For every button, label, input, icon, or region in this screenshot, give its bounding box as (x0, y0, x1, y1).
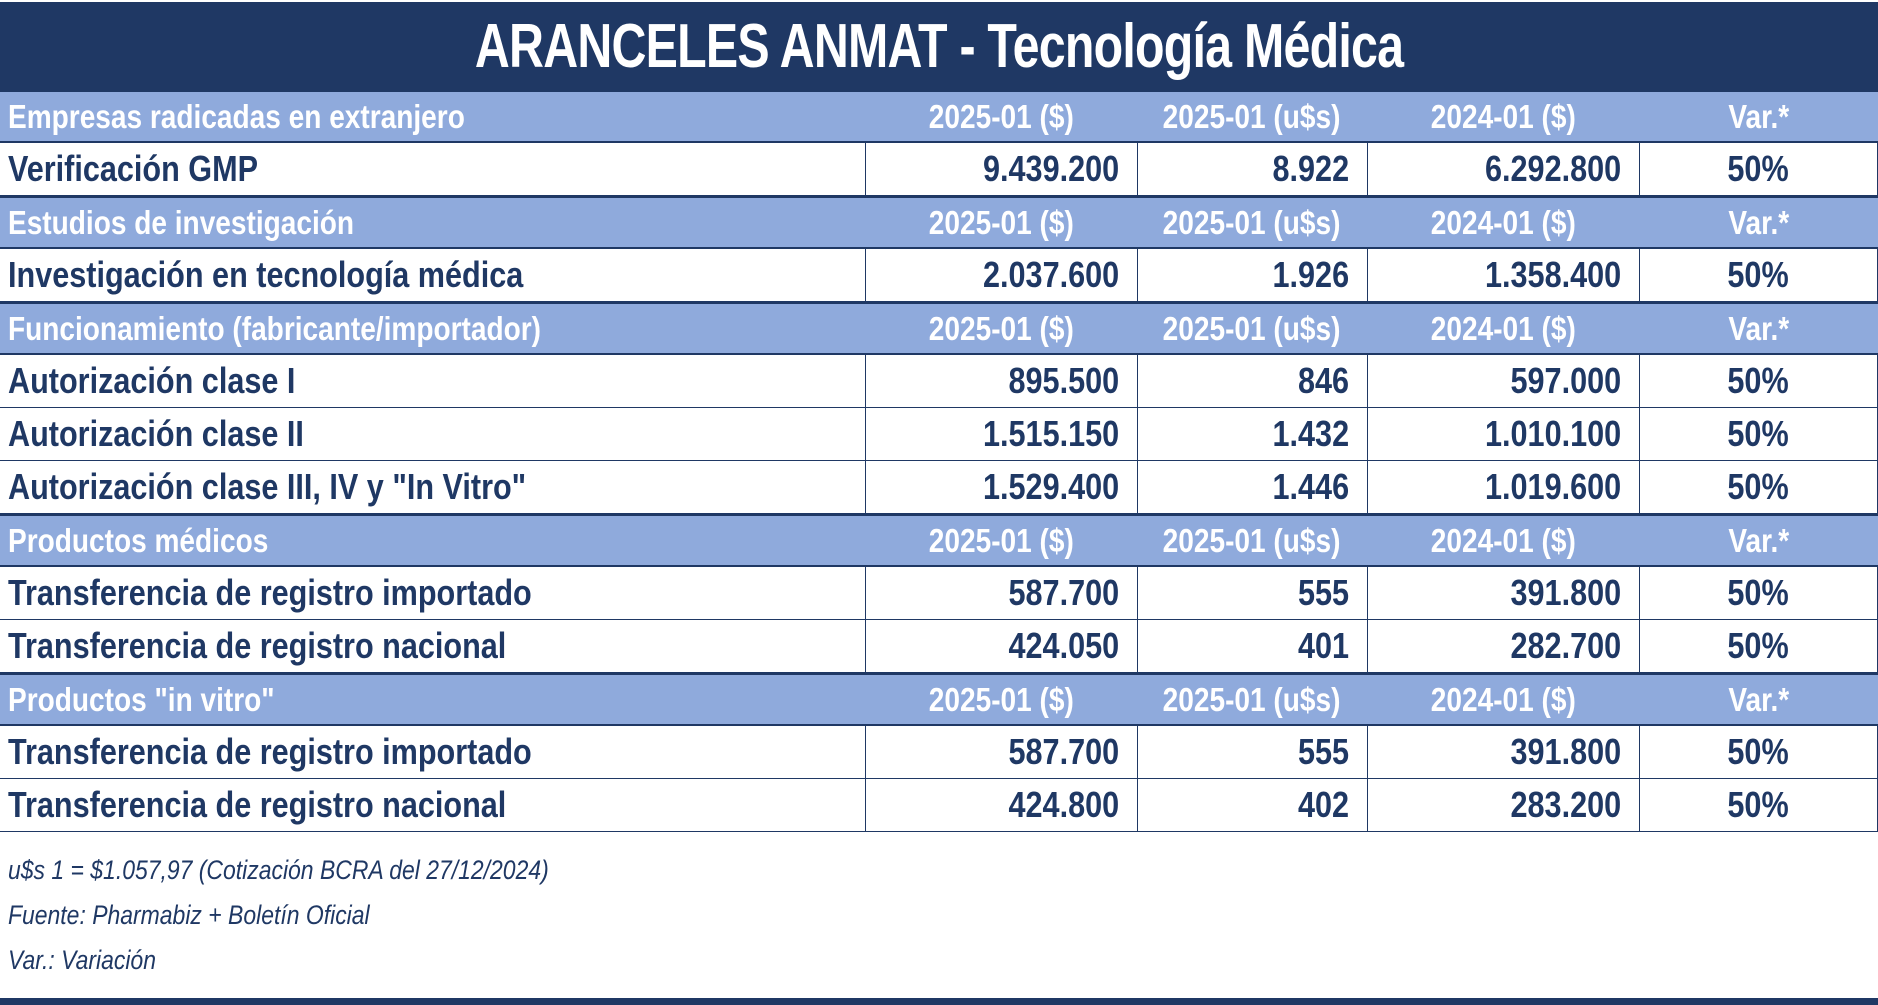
column-header-cell (1639, 675, 1878, 724)
value-variation: 50% (1727, 466, 1790, 507)
value-cell (1137, 461, 1367, 513)
column-header-cell (1367, 92, 1639, 141)
value-cell (1137, 355, 1367, 407)
table-row (0, 355, 1878, 408)
column-header-2025-ars: 2025-01 ($) (928, 680, 1074, 718)
value-variation: 50% (1727, 360, 1790, 401)
value-2024-ars: 391.800 (1510, 731, 1621, 772)
section-title: Empresas radicadas en extranjero (8, 97, 465, 135)
value-2025-usd: 401 (1297, 625, 1349, 666)
value-2025-usd: 1.446 (1272, 466, 1349, 507)
column-header-variation: Var.* (1728, 521, 1789, 559)
column-header-2025-usd: 2025-01 (u$s) (1163, 203, 1341, 241)
value-2024-ars: 391.800 (1510, 572, 1621, 613)
value-variation: 50% (1727, 625, 1790, 666)
row-label-cell (0, 249, 865, 301)
value-cell (1367, 408, 1639, 460)
footnote-line (8, 893, 1878, 938)
column-header-cell (865, 198, 1137, 247)
value-cell (1137, 779, 1367, 831)
value-2024-ars: 283.200 (1510, 784, 1621, 825)
value-2025-usd: 1.926 (1272, 254, 1349, 295)
column-header-2025-usd: 2025-01 (u$s) (1163, 97, 1341, 135)
column-header-2025-ars: 2025-01 ($) (928, 97, 1074, 135)
value-cell (1639, 779, 1878, 831)
row-label: Transferencia de registro importado (8, 731, 532, 772)
row-label-cell (0, 779, 865, 831)
column-header-cell (865, 92, 1137, 141)
value-variation: 50% (1727, 731, 1790, 772)
column-header-cell (1639, 198, 1878, 247)
value-cell (1137, 567, 1367, 619)
section-title: Funcionamiento (fabricante/importador) (8, 309, 541, 347)
value-2025-ars: 424.800 (1008, 784, 1119, 825)
value-2025-usd: 8.922 (1272, 148, 1349, 189)
row-label: Transferencia de registro importado (8, 572, 532, 613)
row-label: Transferencia de registro nacional (8, 625, 507, 666)
value-cell (1137, 408, 1367, 460)
exchange-rate-note: u$s 1 = $1.057,97 (Cotización BCRA del 27/12/2024) (8, 855, 549, 885)
value-cell (1367, 461, 1639, 513)
column-header-2024-ars: 2024-01 ($) (1430, 680, 1576, 718)
value-cell (1639, 726, 1878, 778)
column-header-variation: Var.* (1728, 203, 1789, 241)
column-header-cell (1639, 516, 1878, 565)
variation-note: Var.: Variación (8, 945, 156, 975)
value-cell (1137, 143, 1367, 195)
section-header-row (0, 673, 1878, 726)
section-header-row (0, 196, 1878, 249)
value-2024-ars: 597.000 (1510, 360, 1621, 401)
column-header-cell (865, 516, 1137, 565)
row-label-cell (0, 408, 865, 460)
column-header-2025-usd: 2025-01 (u$s) (1163, 521, 1341, 559)
value-cell (865, 408, 1137, 460)
value-2024-ars: 1.010.100 (1484, 413, 1621, 454)
section-title-cell (0, 198, 865, 247)
value-2024-ars: 1.019.600 (1484, 466, 1621, 507)
table-row (0, 567, 1878, 620)
value-cell (1137, 726, 1367, 778)
value-cell (1367, 620, 1639, 672)
column-header-variation: Var.* (1728, 309, 1789, 347)
section-title: Estudios de investigación (8, 203, 355, 241)
column-header-cell (1367, 516, 1639, 565)
source-note: Fuente: Pharmabiz + Boletín Oficial (8, 900, 370, 930)
column-header-2024-ars: 2024-01 ($) (1430, 203, 1576, 241)
row-label-cell (0, 461, 865, 513)
column-header-variation: Var.* (1728, 680, 1789, 718)
value-cell (1367, 143, 1639, 195)
value-variation: 50% (1727, 572, 1790, 613)
table-row (0, 620, 1878, 673)
value-cell (1367, 249, 1639, 301)
value-cell (1367, 567, 1639, 619)
value-cell (1137, 620, 1367, 672)
value-cell (1639, 461, 1878, 513)
column-header-cell (1639, 304, 1878, 353)
value-2025-usd: 555 (1297, 731, 1349, 772)
value-2025-usd: 402 (1297, 784, 1349, 825)
value-cell (865, 567, 1137, 619)
value-cell (865, 620, 1137, 672)
column-header-2024-ars: 2024-01 ($) (1430, 97, 1576, 135)
value-cell (1367, 726, 1639, 778)
row-label-cell (0, 567, 865, 619)
value-2025-usd: 1.432 (1272, 413, 1349, 454)
value-cell (1639, 408, 1878, 460)
section-header-row (0, 302, 1878, 355)
value-cell (865, 461, 1137, 513)
column-header-2025-ars: 2025-01 ($) (928, 521, 1074, 559)
column-header-cell (1367, 304, 1639, 353)
value-2025-ars: 9.439.200 (982, 148, 1119, 189)
value-variation: 50% (1727, 148, 1790, 189)
value-cell (865, 726, 1137, 778)
value-cell (1639, 143, 1878, 195)
row-label: Autorización clase III, IV y "In Vitro" (8, 466, 527, 507)
table-row (0, 726, 1878, 779)
footnote-line (8, 938, 1878, 983)
value-2025-ars: 587.700 (1008, 731, 1119, 772)
page-title: ARANCELES ANMAT - Tecnología Médica (474, 11, 1404, 81)
value-2024-ars: 282.700 (1510, 625, 1621, 666)
value-cell (1639, 355, 1878, 407)
row-label-cell (0, 143, 865, 195)
title-bar (0, 0, 1878, 90)
value-2025-usd: 846 (1297, 360, 1349, 401)
section-title-cell (0, 92, 865, 141)
column-header-2024-ars: 2024-01 ($) (1430, 521, 1576, 559)
column-header-cell (1367, 198, 1639, 247)
table-row (0, 249, 1878, 302)
value-cell (1639, 567, 1878, 619)
section-title-cell (0, 304, 865, 353)
footnotes (0, 832, 1878, 983)
table-row (0, 461, 1878, 514)
value-2025-ars: 587.700 (1008, 572, 1119, 613)
row-label-cell (0, 726, 865, 778)
column-header-cell (1137, 304, 1367, 353)
column-header-cell (1137, 92, 1367, 141)
column-header-cell (1367, 675, 1639, 724)
row-label-cell (0, 355, 865, 407)
value-2025-ars: 1.529.400 (982, 466, 1119, 507)
value-cell (1639, 620, 1878, 672)
table-row (0, 143, 1878, 196)
row-label: Verificación GMP (8, 148, 258, 189)
column-header-2025-usd: 2025-01 (u$s) (1163, 680, 1341, 718)
section-title-cell (0, 675, 865, 724)
section-title: Productos médicos (8, 521, 269, 559)
footnote-line (8, 848, 1878, 893)
column-header-2024-ars: 2024-01 ($) (1430, 309, 1576, 347)
value-cell (865, 779, 1137, 831)
section-title: Productos "in vitro" (8, 680, 275, 718)
value-cell (865, 143, 1137, 195)
value-2024-ars: 1.358.400 (1484, 254, 1621, 295)
value-cell (1367, 779, 1639, 831)
value-cell (1137, 249, 1367, 301)
row-label-cell (0, 620, 865, 672)
column-header-cell (865, 675, 1137, 724)
row-label: Transferencia de registro nacional (8, 784, 507, 825)
column-header-cell (1639, 92, 1878, 141)
value-variation: 50% (1727, 784, 1790, 825)
column-header-variation: Var.* (1728, 97, 1789, 135)
column-header-cell (865, 304, 1137, 353)
value-2025-ars: 1.515.150 (982, 413, 1119, 454)
value-2024-ars: 6.292.800 (1484, 148, 1621, 189)
value-cell (865, 249, 1137, 301)
value-2025-ars: 895.500 (1008, 360, 1119, 401)
row-label: Autorización clase I (8, 360, 296, 401)
column-header-cell (1137, 675, 1367, 724)
column-header-2025-ars: 2025-01 ($) (928, 203, 1074, 241)
bottom-bar (0, 998, 1878, 1005)
row-label: Autorización clase II (8, 413, 304, 454)
value-cell (1639, 249, 1878, 301)
table-row (0, 779, 1878, 832)
value-cell (1367, 355, 1639, 407)
value-cell (865, 355, 1137, 407)
section-header-row (0, 514, 1878, 567)
column-header-2025-ars: 2025-01 ($) (928, 309, 1074, 347)
table-row (0, 408, 1878, 461)
value-2025-usd: 555 (1297, 572, 1349, 613)
row-label: Investigación en tecnología médica (8, 254, 524, 295)
column-header-cell (1137, 198, 1367, 247)
column-header-2025-usd: 2025-01 (u$s) (1163, 309, 1341, 347)
section-title-cell (0, 516, 865, 565)
value-variation: 50% (1727, 413, 1790, 454)
value-2025-ars: 2.037.600 (982, 254, 1119, 295)
section-header-row (0, 90, 1878, 143)
value-variation: 50% (1727, 254, 1790, 295)
value-2025-ars: 424.050 (1008, 625, 1119, 666)
column-header-cell (1137, 516, 1367, 565)
